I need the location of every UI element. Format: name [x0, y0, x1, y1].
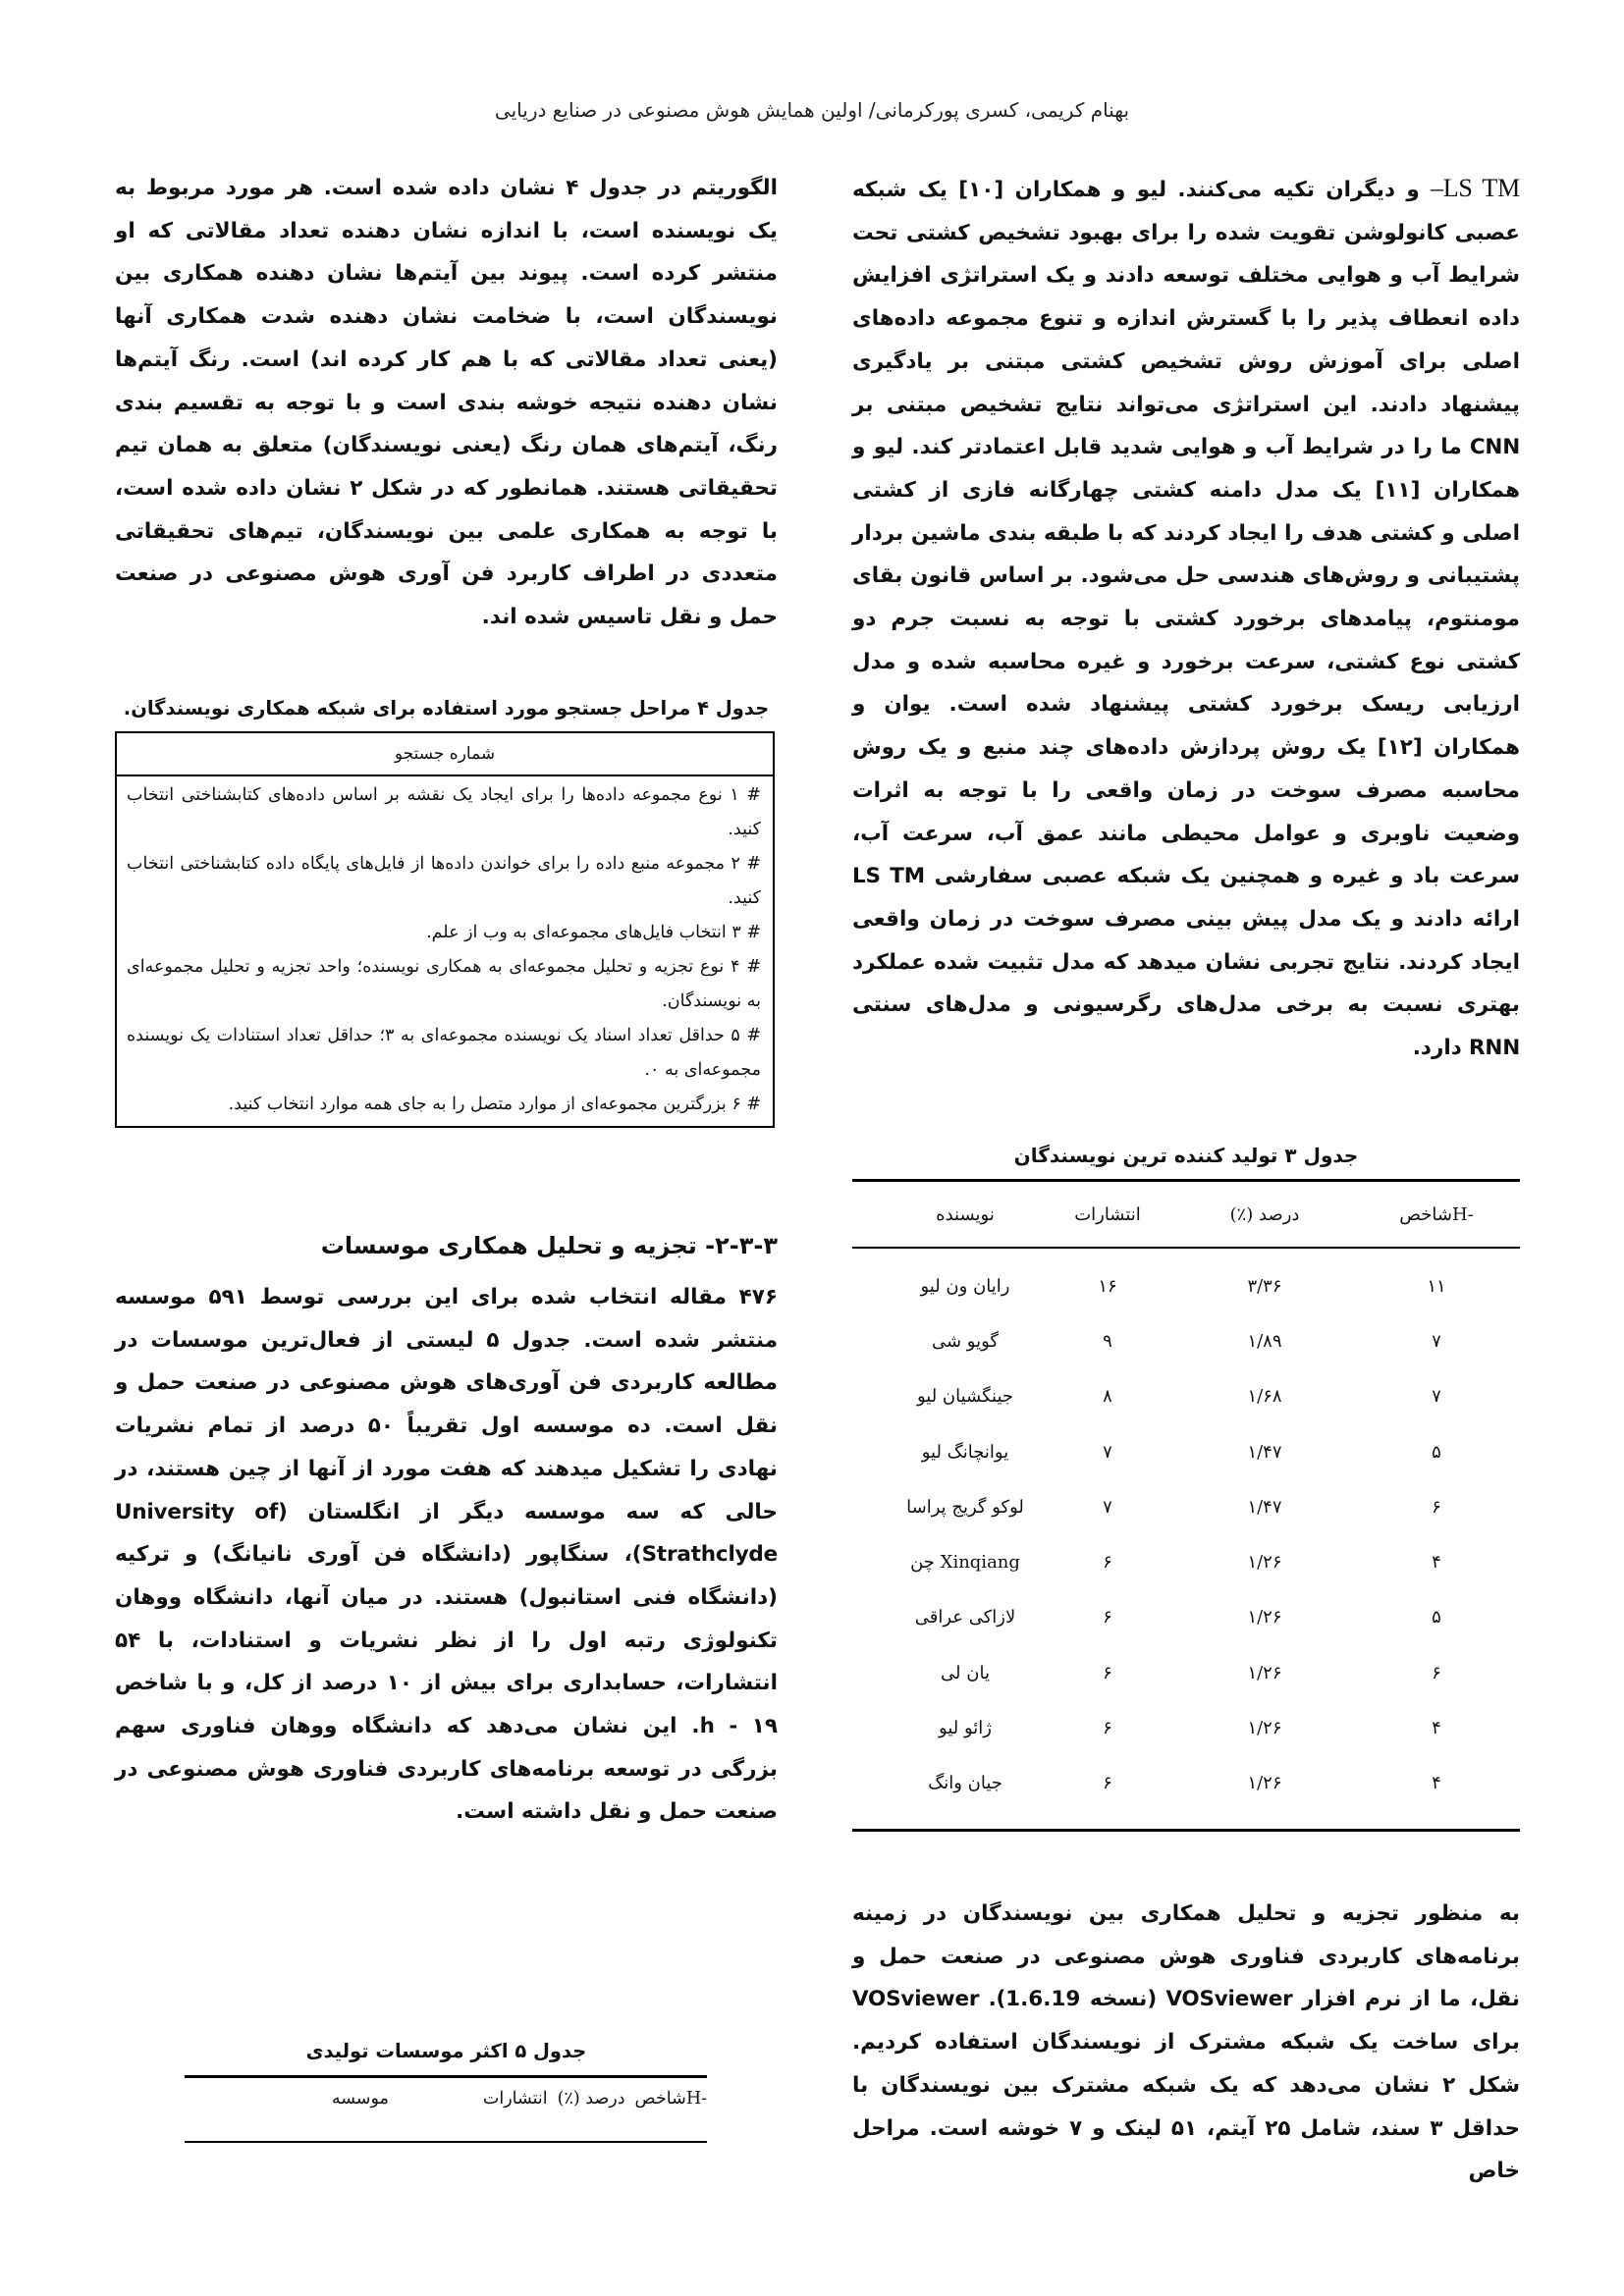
- search-step: # ۱ نوع مجموعه داده‌ها را برای ایجاد یک نقشه بر اساس داده‌های کتابشناختی انتخاب کنید.: [127, 785, 762, 839]
- search-step: # ۳ انتخاب فایل‌های مجموعه‌ای به وب از علم.: [426, 923, 761, 942]
- paragraph-related-work: [852, 167, 1520, 1070]
- search-step: # ۲ مجموعه منبع داده را برای خواندن داده‌ها از فایل‌های پایگاه داده کتابشناختی انتخاب کنید.: [127, 854, 761, 908]
- table-row: جینگشیان لیو ۸ ۱/۶۸ ۷: [916, 1386, 1441, 1408]
- table-4-header: شماره جستجو: [117, 733, 773, 776]
- running-header: بهنام کریمی، کسری پورکرمانی/ اولین همایش هوش مصنوعی در صنایع دریایی: [494, 98, 1130, 122]
- table-3-caption: جدول ۳ تولید کننده ترین نویسندگان: [1013, 1144, 1359, 1167]
- table-4-caption: جدول ۴ مراحل جستجو مورد استفاده برای شبکه همکاری نویسندگان.: [123, 697, 770, 720]
- header-institution: موسسه: [331, 2089, 389, 2109]
- table-row: جیان وانگ ۶ ۱/۲۶ ۴: [928, 1773, 1441, 1794]
- left-column-lower: [115, 1276, 778, 1834]
- latin-term: LS TM–: [1430, 174, 1520, 202]
- table-3-grid: [852, 1182, 1520, 1811]
- table-5-header-row: [185, 2089, 707, 2109]
- right-column: [852, 167, 1520, 1070]
- search-step: # ۵ حداقل تعداد اسناد یک نویسنده مجموعه‌ای به ۳؛ حداقل تعداد استنادات یک نویسنده مجموعه‌ای به ۰.: [127, 1026, 761, 1080]
- paragraph-text: و دیگران تکیه می‌کنند. لیو و همکاران [۱۰] یک شبکه عصبی کانولوشن تقویت شده را برای بهبود تشخیص کشتی تحت شرایط آب و هوایی مختلف توسعه دادند و یک استراتژی افزایش داده انعطاف پذیر را با گسترش اندازه و تنوع مجموعه داده‌های اصلی برای آموزش روش تشخیص کشتی مبتنی بر یادگیری پیشنهاد دادند. این استراتژی می‌تواند نتایج تشخیص مبتنی بر CNN ما را در شرایط آب و هوایی شدید قابل اعتمادتر کند. لیو و همکاران [۱۱] یک مدل دامنه کشتی چهارگانه فازی از کشتی اصلی و کشتی هدف را ایجاد کردند که با طبقه بندی ماشین بردار پشتیبانی و روش‌های هندسی حل می‌شود. بر اساس قانون بقای مومنتوم، پیامدهای برخورد کشتی با توجه به نسبت جرم دو کشتی نوع کشتی، سرعت برخورد و غیره محاسبه شده و مدل ارزیابی ریسک برخورد کشتی پیشنهاد شده است. یوان و همکاران [۱۲] یک روش پردازش داده‌های چند منبع و یک روش محاسبه مصرف سوخت در زمان واقعی را با توجه به اثرات وضعیت ناوبری و عوامل محیطی مانند عمق آب، سرعت آب، سرعت باد و غیره و همچنین یک شبکه عصبی سفارشی LS TM ارائه دادند و یک مدل پیش بینی مصرف سوخت در زمان واقعی ایجاد کردند. نتایج تجربی نشان میدهد که مدل تثبیت شده عملکرد بهتری نسبت به برخی مدل‌های رگرسیونی و مدل‌های سنتی RNN دارد.: [852, 178, 1521, 1061]
- table-row: یوانچانگ لیو ۷ ۱/۴۷ ۵: [921, 1441, 1441, 1463]
- right-column-lower: [852, 1893, 1520, 2193]
- table-3: [852, 1144, 1520, 1832]
- paragraph-network-description: الگوریتم در جدول ۴ نشان داده شده است. هر مورد مربوط به یک نویسنده است، با اندازه نشان دهنده تعداد مقالاتی که او منتشر کرده است. پیوند بین آیتم‌ها نشان دهنده همکاری بین نویسندگان است، با ضخامت نشان دهنده شدت همکاری آنها (یعنی تعداد مقالاتی که با هم کار کرده اند) است. رنگ آیتم‌ها نشان دهنده نتیجه خوشه بندی است و با توجه به تقسیم بندی رنگ، آیتم‌های همان رنگ (یعنی نویسندگان) متعلق به همان تیم تحقیقاتی هستند. همانطور که در شکل ۲ نشان داده شده است، با توجه به همکاری علمی بین نویسندگان، تیم‌های تحقیقاتی متعددی در اطراف کاربرد فن آوری هوش مصنوعی در صنعت حمل و نقل تاسیس شده اند.: [115, 176, 778, 630]
- header-publications: انتشارات: [482, 2089, 548, 2109]
- table-5-top-rule: [185, 2075, 707, 2078]
- table-row: لازاکی عراقی ۶ ۱/۲۶ ۵: [914, 1607, 1441, 1629]
- header-publications: انتشارات: [1074, 1203, 1141, 1225]
- header-author: نویسنده: [936, 1203, 995, 1225]
- table-4: [115, 731, 775, 1128]
- table-row: گویو شی ۹ ۱/۸۹ ۷: [932, 1330, 1441, 1352]
- table-row: Xinqiang چن ۶ ۱/۲۶ ۴: [910, 1552, 1441, 1574]
- table-row: رایان ون لیو ۱۶ ۳/۳۶ ۱۱: [920, 1275, 1446, 1297]
- table-row: ژائو لیو ۶ ۱/۲۶ ۴: [939, 1718, 1441, 1739]
- search-step: # ۶ بزرگترین مجموعه‌ای از موارد متصل را به جای همه موارد انتخاب کنید.: [228, 1095, 761, 1114]
- table-5-caption: جدول ۵ اکثر موسسات تولیدی: [305, 2040, 587, 2062]
- header-percent: درصد (٪): [1229, 1203, 1300, 1225]
- paragraph-institutions: ۴۷۶ مقاله انتخاب شده برای این بررسی توسط ۵۹۱ موسسه منتشر شده است. جدول ۵ لیستی از فعال‌ترین موسسات در مطالعه کاربردی فن آوری‌های هوش مصنوعی در صنعت حمل و نقل است. ده موسسه اول تقریباً ۵۰ درصد از تمام نشریات نهادی را تشکیل میدهند که هفت مورد از آنها از چین هستند، در حالی که سه موسسه دیگر از انگلستان (University of Strathclyde)، سنگاپور (دانشگاه فن آوری نانیانگ) و ترکیه (دانشگاه فنی استانبول) هستند. در میان آنها، دانشگاه ووهان تکنولوژی رتبه اول را از نظر نشریات و استنادات، با ۵۴ انتشارات، حسابداری برای بیش از ۱۰ درصد از کل، و با شاخص h - ۱۹. این نشان می‌دهد که دانشگاه ووهان فناوری سهم بزرگی در توسعه برنامه‌های کاربردی فناوری هوش مصنوعی در صنعت حمل و نقل داشته است.: [115, 1285, 779, 1825]
- table-4-body: [117, 776, 773, 1126]
- table-5-header-rule: [185, 2141, 707, 2143]
- search-step: # ۴ نوع تجزیه و تحلیل مجموعه‌ای به همکاری نویسنده؛ واحد تجزیه و تحلیل مجموعه‌ای به نویسندگان.: [127, 957, 761, 1011]
- table-row: لوکو گریج پراسا ۷ ۱/۴۷ ۶: [906, 1496, 1441, 1518]
- table-bottom-rule: [852, 1829, 1520, 1832]
- header-h-index: -Hشاخص: [634, 2089, 707, 2109]
- table-header-row: [852, 1182, 1520, 1248]
- header-h-index: -Hشاخص: [1399, 1203, 1474, 1225]
- left-column: [115, 167, 778, 639]
- paragraph-vosviewer: به منظور تجزیه و تحلیل همکاری بین نویسندگان در زمینه برنامه‌های کاربردی فناوری هوش مصنوعی در صنعت حمل و نقل، ما از نرم افزار VOSviewer (نسخه 1.6.19). VOSviewer برای ساخت یک شبکه مشترک از نویسندگان استفاده کردیم. شکل ۲ نشان می‌دهد که یک شبکه مشترک بین نویسندگان با حداقل ۳ سند، شامل ۲۵ آیتم، ۵۱ لینک و ۷ خوشه است. مراحل خاص: [852, 1901, 1521, 2184]
- table-row: یان لی ۶ ۱/۲۶ ۶: [941, 1662, 1441, 1683]
- header-percent: درصد (٪): [557, 2089, 625, 2109]
- section-heading: ۲-۳-۳- تجزیه و تحلیل همکاری موسسات: [320, 1232, 778, 1259]
